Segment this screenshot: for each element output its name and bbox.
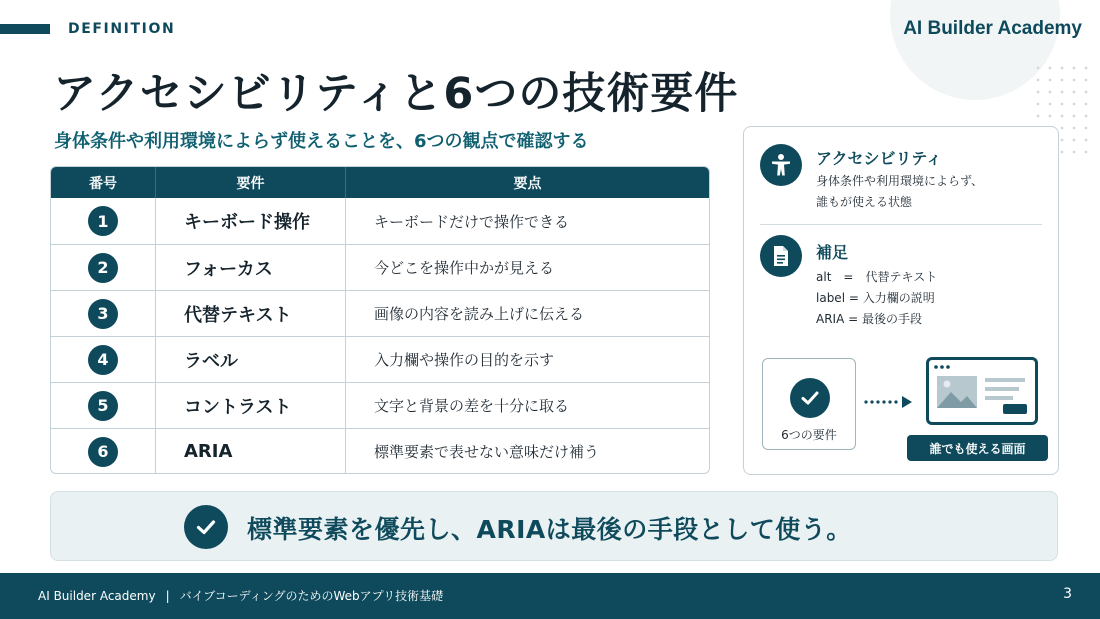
footer-course-title: バイブコーディングのためのWebアプリ技術基礎	[179, 589, 444, 603]
number-badge: 1	[88, 206, 118, 236]
supplement-line-aria: ARIA = 最後の手段	[816, 312, 922, 326]
key-takeaway-text: 標準要素を優先し、ARIAは最後の手段として使う。	[247, 515, 852, 544]
accessibility-definition-line-2: 誰もが使える状態	[816, 195, 913, 209]
table-row	[51, 290, 709, 336]
table-body	[51, 198, 709, 474]
page-subtitle: 身体条件や利用環境によらず使えることを、6つの観点で確認する	[54, 131, 589, 152]
six-requirements-box	[762, 358, 856, 450]
document-icon	[760, 235, 802, 277]
number-badge: 2	[88, 253, 118, 283]
requirements-table	[50, 166, 710, 474]
card-divider	[760, 224, 1042, 225]
column-header-requirement: 要件	[156, 167, 346, 198]
table-row	[51, 382, 709, 428]
check-circle-icon	[790, 378, 830, 418]
point-cell: キーボードだけで操作できる	[374, 212, 570, 231]
accessibility-definition-line-1: 身体条件や利用環境によらず、	[816, 174, 984, 188]
point-cell: 文字と背景の差を十分に取る	[374, 397, 570, 415]
table-header	[51, 167, 709, 198]
requirement-cell: キーボード操作	[156, 198, 346, 244]
number-badge: 4	[88, 345, 118, 375]
supplement-heading: 補足	[816, 243, 849, 262]
requirement-cell: フォーカス	[156, 245, 346, 290]
accessibility-heading: アクセシビリティ	[816, 149, 942, 168]
footer-brand: AI Builder Academy	[38, 589, 156, 603]
table-row	[51, 336, 709, 382]
column-header-number: 番号	[51, 167, 156, 198]
table-row	[51, 428, 709, 474]
accessibility-person-icon	[760, 144, 802, 186]
eyebrow-accent-bar	[0, 24, 50, 34]
footer-credit	[38, 587, 443, 604]
point-cell: 入力欄や操作の目的を示す	[374, 351, 555, 369]
six-requirements-label: 6つの要件	[781, 428, 837, 442]
check-circle-icon	[184, 505, 228, 549]
table-row	[51, 198, 709, 244]
accessible-screen-label: 誰でも使える画面	[907, 435, 1048, 461]
supplement-line-label: label = 入力欄の説明	[816, 291, 935, 305]
requirement-cell: ラベル	[156, 337, 346, 382]
accessible-screen-illustration	[926, 357, 1038, 425]
brand-logo-text: AI Builder Academy	[903, 18, 1082, 39]
page-number: 3	[1063, 586, 1072, 602]
table-row	[51, 244, 709, 290]
footer-separator: |	[165, 589, 170, 603]
point-cell: 画像の内容を読み上げに伝える	[374, 305, 585, 323]
eyebrow-label: DEFINITION	[68, 21, 176, 37]
footer-bar	[0, 573, 1100, 619]
requirement-cell: ARIA	[156, 429, 346, 474]
column-header-point: 要点	[513, 175, 542, 192]
point-cell: 今どこを操作中かが見える	[374, 259, 555, 277]
requirement-cell: コントラスト	[156, 383, 346, 428]
point-cell: 標準要素で表せない意味だけ補う	[374, 443, 600, 461]
info-card	[743, 126, 1059, 475]
requirement-cell: 代替テキスト	[156, 291, 346, 336]
number-badge: 6	[88, 437, 118, 467]
page-title: アクセシビリティと6つの技術要件	[53, 69, 739, 119]
key-takeaway-callout	[50, 491, 1058, 561]
number-badge: 5	[88, 391, 118, 421]
supplement-line-alt: alt = 代替テキスト	[816, 270, 938, 284]
dotted-arrow-icon	[864, 395, 916, 409]
number-badge: 3	[88, 299, 118, 329]
